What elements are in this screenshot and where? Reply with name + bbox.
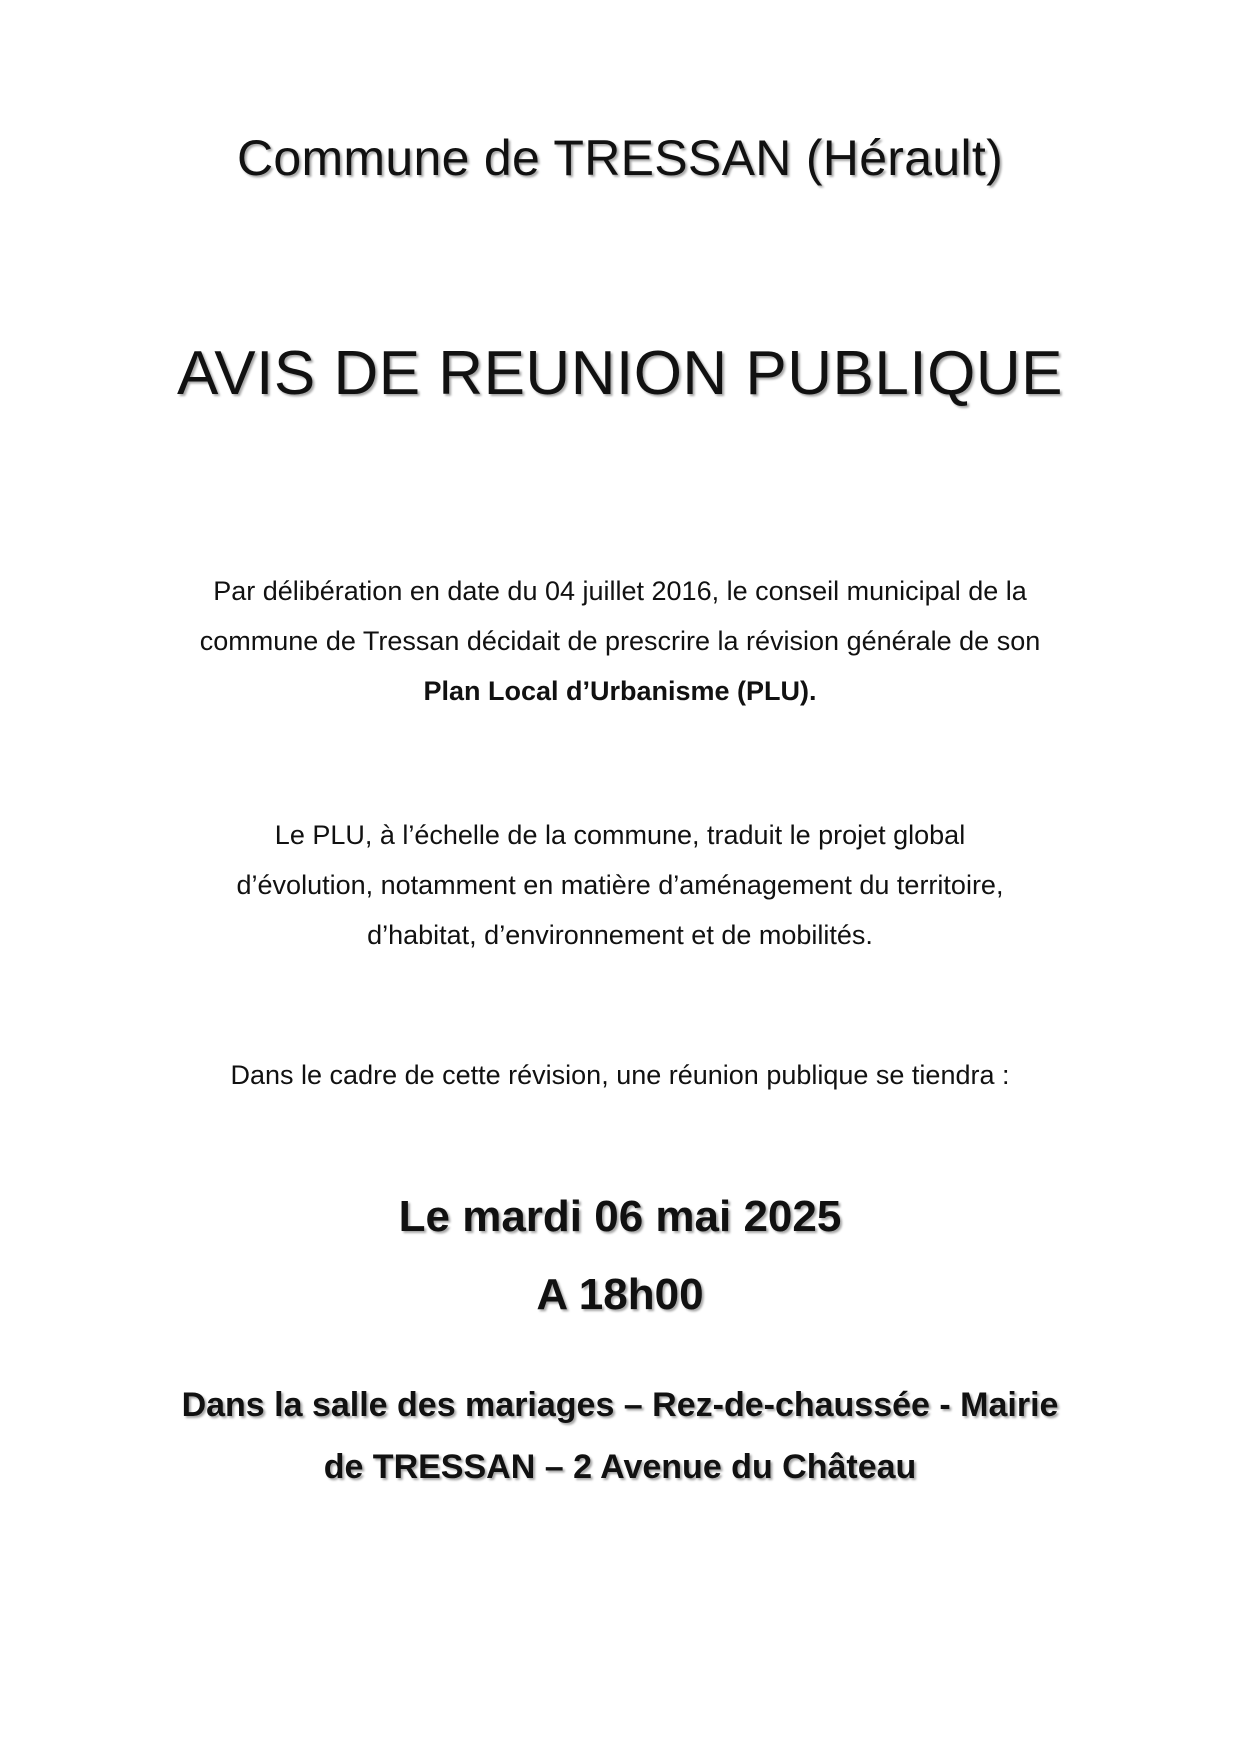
- meeting-time: A 18h00: [536, 1270, 704, 1319]
- paragraph-announcement-line-1: Dans le cadre de cette révision, une réunion publique se tiendra :: [230, 1060, 1010, 1090]
- paragraph-plu-line-2: d’évolution, notamment en matière d’aménagement du territoire,: [236, 870, 1004, 900]
- paragraph-deliberation-line-3: Plan Local d’Urbanisme (PLU).: [423, 676, 817, 706]
- paragraph-plu-line-1: Le PLU, à l’échelle de la commune, traduit le projet global: [274, 820, 966, 850]
- commune-heading: Commune de TRESSAN (Hérault): [236, 130, 1004, 186]
- paragraph-deliberation-line-2: commune de Tressan décidait de prescrire la révision générale de son: [199, 626, 1041, 656]
- meeting-datetime: [0, 1178, 1240, 1334]
- paragraph-plu-line-3: d’habitat, d’environnement et de mobilités.: [367, 920, 873, 950]
- notice-title: AVIS DE REUNION PUBLIQUE: [177, 339, 1063, 408]
- meeting-location: [0, 1374, 1240, 1498]
- meeting-location-line-1: Dans la salle des mariages – Rez-de-chaussée - Mairie: [181, 1386, 1059, 1424]
- paragraph-deliberation-line-1: Par délibération en date du 04 juillet 2016, le conseil municipal de la: [213, 576, 1027, 606]
- paragraph-plu-description: [0, 810, 1240, 960]
- paragraph-announcement: [0, 1050, 1240, 1100]
- meeting-location-line-2: de TRESSAN – 2 Avenue du Château: [323, 1448, 917, 1486]
- paragraph-deliberation: [0, 566, 1240, 716]
- meeting-date: Le mardi 06 mai 2025: [398, 1192, 842, 1241]
